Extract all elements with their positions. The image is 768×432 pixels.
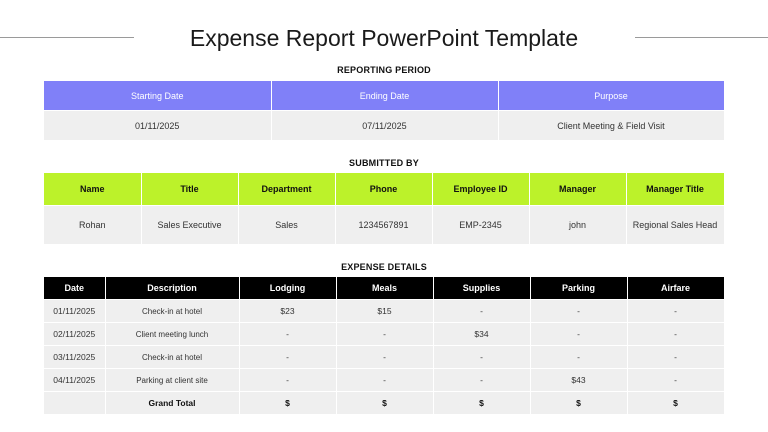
date-cell: 03/11/2025 bbox=[44, 346, 105, 369]
header-title: Title bbox=[141, 173, 238, 206]
header-department: Department bbox=[238, 173, 335, 206]
department-value: Sales bbox=[238, 206, 335, 245]
description-cell: Check-in at hotel bbox=[105, 346, 239, 369]
slide-title: Expense Report PowerPoint Template bbox=[189, 25, 579, 51]
table-row bbox=[44, 346, 724, 369]
supplies-cell: - bbox=[433, 369, 530, 392]
table-row bbox=[44, 300, 724, 323]
parking-cell: $43 bbox=[530, 369, 627, 392]
expense-details-table bbox=[44, 277, 725, 414]
table-row bbox=[44, 323, 724, 346]
parking-cell: - bbox=[530, 300, 627, 323]
table-row bbox=[44, 369, 724, 392]
grand-total-label: Grand Total bbox=[105, 392, 239, 415]
meals-cell: $15 bbox=[336, 300, 433, 323]
airfare-cell: - bbox=[627, 323, 724, 346]
starting-date-value: 01/11/2025 bbox=[44, 111, 271, 141]
date-cell: 01/11/2025 bbox=[44, 300, 105, 323]
grand-total-row bbox=[44, 392, 724, 415]
meals-cell: - bbox=[336, 369, 433, 392]
header-purpose: Purpose bbox=[498, 81, 724, 111]
header-meals: Meals bbox=[336, 277, 433, 300]
reporting-period-table bbox=[44, 81, 725, 140]
expense-details-label: EXPENSE DETAILS bbox=[341, 262, 427, 272]
parking-cell: - bbox=[530, 323, 627, 346]
header-description: Description bbox=[105, 277, 239, 300]
table-row bbox=[44, 111, 724, 141]
table-header-row bbox=[44, 277, 724, 300]
title-value: Sales Executive bbox=[141, 206, 238, 245]
reporting-period-label: REPORTING PERIOD bbox=[337, 65, 431, 75]
description-cell: Parking at client site bbox=[105, 369, 239, 392]
employee-id-value: EMP-2345 bbox=[432, 206, 529, 245]
total-parking-cell: $ bbox=[530, 392, 627, 415]
supplies-cell: $34 bbox=[433, 323, 530, 346]
header-name: Name bbox=[44, 173, 141, 206]
title-row bbox=[0, 22, 768, 54]
lodging-cell: - bbox=[239, 323, 336, 346]
lodging-cell: - bbox=[239, 369, 336, 392]
header-starting-date: Starting Date bbox=[44, 81, 271, 111]
total-meals-cell: $ bbox=[336, 392, 433, 415]
airfare-cell: - bbox=[627, 346, 724, 369]
header-manager-title: Manager Title bbox=[626, 173, 724, 206]
total-airfare-cell: $ bbox=[627, 392, 724, 415]
ending-date-value: 07/11/2025 bbox=[271, 111, 498, 141]
header-phone: Phone bbox=[335, 173, 432, 206]
phone-value: 1234567891 bbox=[335, 206, 432, 245]
header-manager: Manager bbox=[529, 173, 626, 206]
title-divider-right bbox=[635, 37, 768, 38]
header-parking: Parking bbox=[530, 277, 627, 300]
lodging-cell: - bbox=[239, 346, 336, 369]
supplies-cell: - bbox=[433, 346, 530, 369]
date-cell: 04/11/2025 bbox=[44, 369, 105, 392]
table-row bbox=[44, 206, 724, 245]
submitted-by-label: SUBMITTED BY bbox=[349, 158, 419, 168]
header-date: Date bbox=[44, 277, 105, 300]
total-supplies-cell: $ bbox=[433, 392, 530, 415]
header-lodging: Lodging bbox=[239, 277, 336, 300]
meals-cell: - bbox=[336, 323, 433, 346]
description-cell: Check-in at hotel bbox=[105, 300, 239, 323]
header-airfare: Airfare bbox=[627, 277, 724, 300]
airfare-cell: - bbox=[627, 369, 724, 392]
date-cell: 02/11/2025 bbox=[44, 323, 105, 346]
lodging-cell: $23 bbox=[239, 300, 336, 323]
description-cell: Client meeting lunch bbox=[105, 323, 239, 346]
total-lodging-cell: $ bbox=[239, 392, 336, 415]
table-header-row bbox=[44, 81, 724, 111]
header-ending-date: Ending Date bbox=[271, 81, 498, 111]
meals-cell: - bbox=[336, 346, 433, 369]
manager-title-value: Regional Sales Head bbox=[626, 206, 724, 245]
airfare-cell: - bbox=[627, 300, 724, 323]
total-date-cell bbox=[44, 392, 105, 415]
purpose-value: Client Meeting & Field Visit bbox=[498, 111, 724, 141]
header-supplies: Supplies bbox=[433, 277, 530, 300]
table-header-row bbox=[44, 173, 724, 206]
supplies-cell: - bbox=[433, 300, 530, 323]
manager-value: john bbox=[529, 206, 626, 245]
submitted-by-table bbox=[44, 173, 725, 244]
header-employee-id: Employee ID bbox=[432, 173, 529, 206]
parking-cell: - bbox=[530, 346, 627, 369]
name-value: Rohan bbox=[44, 206, 141, 245]
